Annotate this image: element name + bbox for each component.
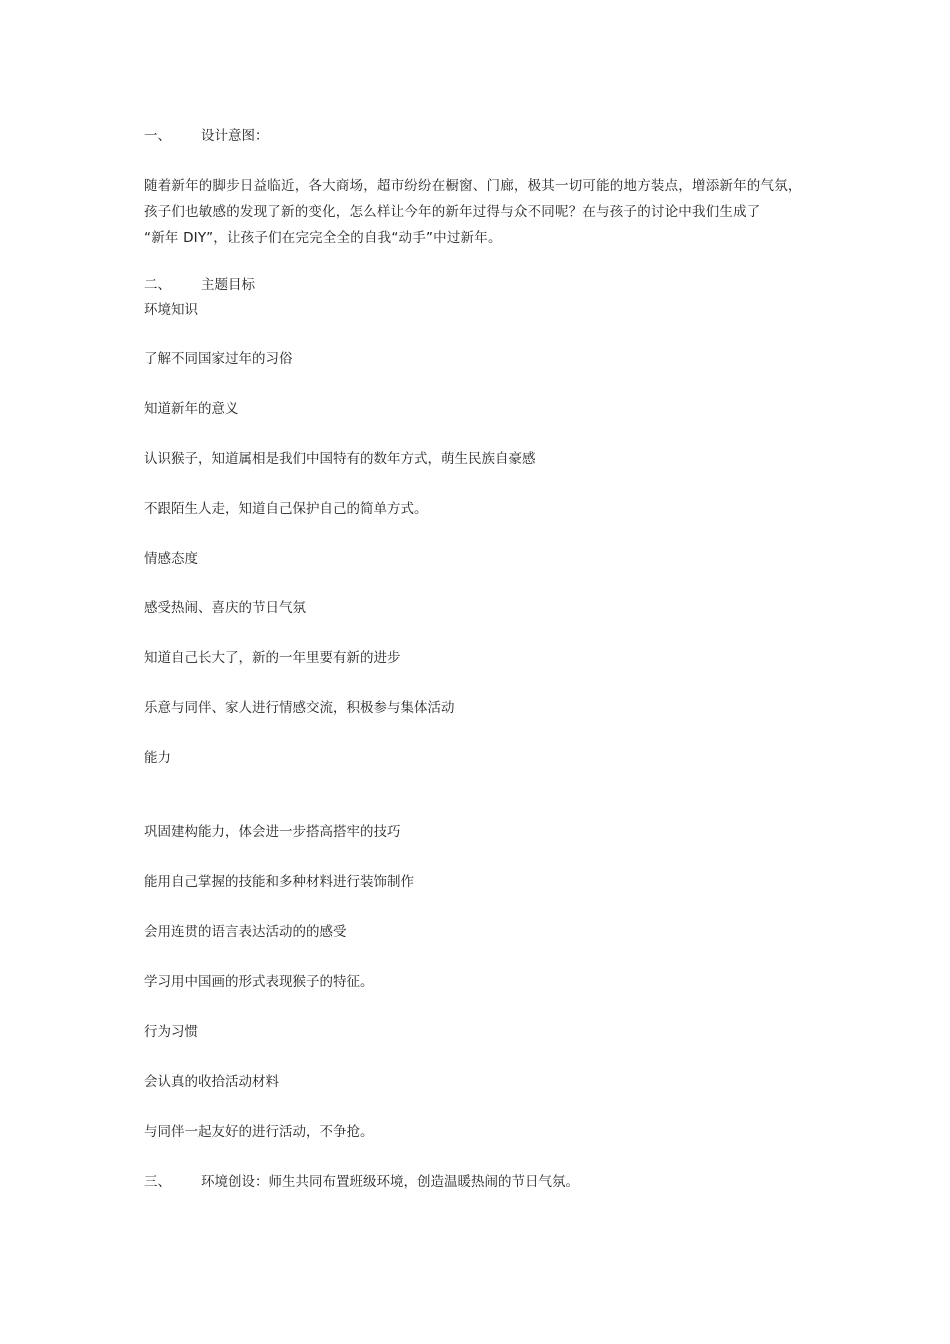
intro-line: “新年 DIY”，让孩子们在完完全全的自我“动手”中过新年。 (144, 230, 502, 246)
section-title: 环境创设：师生共同布置班级环境，创造温暖热闹的节日气氛。 (201, 1174, 579, 1190)
list-item: 知道自己长大了，新的一年里要有新的进步 (144, 650, 401, 666)
section-heading-3 (144, 1172, 579, 1192)
subheading-ability: 能力 (144, 750, 171, 766)
list-item: 了解不同国家过年的习俗 (144, 351, 293, 367)
section-number: 三、 (144, 1174, 171, 1190)
section-title: 设计意图： (201, 128, 269, 144)
list-item: 感受热闹、喜庆的节日气氛 (144, 600, 306, 616)
list-item: 能用自己掌握的技能和多种材料进行装饰制作 (144, 874, 414, 890)
list-item: 与同伴一起友好的进行活动，不争抢。 (144, 1124, 374, 1140)
list-item: 知道新年的意义 (144, 401, 239, 417)
section-number: 二、 (144, 277, 171, 293)
list-item: 不跟陌生人走，知道自己保护自己的简单方式。 (144, 501, 428, 517)
intro-line: 孩子们也敏感的发现了新的变化，怎么样让今年的新年过得与众不同呢？在与孩子的讨论中我们生成了 (144, 204, 761, 220)
list-item: 乐意与同伴、家人进行情感交流，积极参与集体活动 (144, 700, 455, 716)
intro-paragraph (144, 173, 814, 251)
subheading-habit: 行为习惯 (144, 1024, 198, 1040)
list-item: 学习用中国画的形式表现猴子的特征。 (144, 974, 374, 990)
subheading-emotion: 情感态度 (144, 551, 198, 567)
list-item: 巩固建构能力，体会进一步搭高搭牢的技巧 (144, 824, 401, 840)
section-number: 一、 (144, 128, 171, 144)
list-item: 会认真的收拾活动材料 (144, 1074, 279, 1090)
section-title: 主题目标 (201, 277, 255, 293)
subheading-knowledge: 环境知识 (144, 302, 198, 318)
section-heading-2 (144, 275, 255, 295)
section-heading-1 (144, 126, 269, 146)
list-item: 认识猴子，知道属相是我们中国特有的数年方式，萌生民族自豪感 (144, 451, 536, 467)
intro-line: 随着新年的脚步日益临近，各大商场，超市纷纷在橱窗、门廊，极其一切可能的地方装点，增添新年的气氛， (144, 178, 802, 194)
list-item: 会用连贯的语言表达活动的的感受 (144, 924, 347, 940)
